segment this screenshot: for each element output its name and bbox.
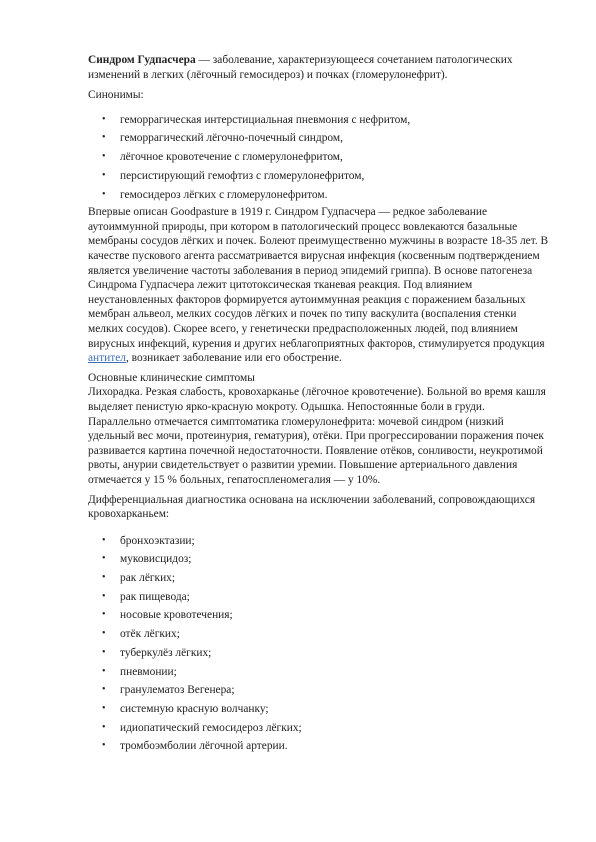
list-item-text: носовые кровотечения; (120, 609, 233, 622)
list-item (88, 719, 550, 738)
bullet-icon: • (102, 721, 106, 733)
bullet-icon: • (102, 646, 106, 658)
bullet-icon: • (102, 151, 106, 163)
list-item-text: бронхоэктазии; (120, 534, 195, 547)
list-item (88, 186, 550, 205)
bullet-icon: • (102, 553, 106, 565)
bullet-icon: • (102, 132, 106, 144)
intro-term: Синдром Гудпасчера (88, 54, 196, 66)
bullet-icon: • (102, 188, 106, 200)
list-item (88, 737, 550, 756)
synonyms-title: Синонимы: (88, 89, 144, 102)
description-text-end: , возникает заболевание или его обострение. (125, 352, 342, 365)
list-item (88, 606, 550, 625)
list-item-text: рак пищевода; (120, 590, 190, 603)
list-item-text: идиопатический гемосидероз лёгких; (120, 721, 302, 734)
list-item (88, 663, 550, 682)
list-item-text: муковисцидоз; (120, 553, 192, 566)
synonyms-list (88, 111, 550, 204)
intro-text: — заболевание, характеризующееся сочетанием патологических изменений в легких (лёгочный гемосидероз) и почках (гломерулонефрит). (88, 54, 513, 81)
document-page (88, 53, 550, 756)
list-item (88, 700, 550, 719)
intro-paragraph (88, 53, 550, 82)
list-item-text: геморрагическая интерстициальная пневмония с нефритом, (120, 113, 411, 126)
list-item-text: системную красную волчанку; (120, 702, 269, 715)
bullet-icon: • (102, 169, 106, 181)
description-text: Впервые описан Goodpasture в 1919 г. Синдром Гудпасчера — редкое заболевание аутоиммунной природы, при котором в патологический процесс вовлекаются базальные мембраны сосудов лёгких и почек. Болеют преимущественно мужчины в возрасте 18-35 лет. В качестве пускового агента рассматривается вирусная инфекция (косвенным подтверждением является увеличение частоты заболевания в период эпидемий гриппа). В основе патогенеза Синдрома Гудпасчера лежит цитотоксическая тканевая реакция. Под влиянием неустановленных факторов формируется аутоиммунная реакция с поражением базальных мембран альвеол, мелких сосудов лёгких и почек по типу васкулита (воспаления стенки мелких сосудов). Скорее всего, у генетически предрасположенных людей, под влиянием вирусных инфекций, курения и других неблагоприятных факторов, стимулируется продукция (88, 206, 549, 350)
bullet-icon: • (102, 740, 106, 752)
antibodies-link[interactable]: антител (88, 352, 126, 365)
list-item (88, 167, 550, 186)
list-item-text: тромбоэмболии лёгочной артерии. (120, 740, 288, 753)
list-item (88, 681, 550, 700)
list-item (88, 588, 550, 607)
list-item (88, 644, 550, 663)
bullet-icon: • (102, 572, 106, 584)
bullet-icon: • (102, 684, 106, 696)
list-item (88, 532, 550, 551)
bullet-icon: • (102, 534, 106, 546)
bullet-icon: • (102, 113, 106, 125)
differential-list (88, 532, 550, 756)
list-item (88, 129, 550, 148)
list-item-text: лёгочное кровотечение с гломерулонефритом, (120, 151, 343, 164)
list-item-text: геморрагический лёгочно-почечный синдром, (120, 132, 343, 145)
list-item-text: персистирующий гемофтиз с гломерулонефритом, (120, 169, 365, 182)
bullet-icon: • (102, 665, 106, 677)
bullet-icon: • (102, 609, 106, 621)
bullet-icon: • (102, 702, 106, 714)
bullet-icon: • (102, 590, 106, 602)
bullet-icon: • (102, 628, 106, 640)
list-item-text: гемосидероз лёгких с гломерулонефритом. (120, 188, 328, 201)
list-item-text: пневмонии; (120, 665, 177, 678)
description-paragraph (88, 205, 550, 366)
list-item-text: туберкулёз лёгких; (120, 646, 212, 659)
list-item-text: рак лёгких; (120, 572, 176, 585)
symptoms-title: Основные клинические симптомы (88, 371, 255, 384)
list-item (88, 111, 550, 130)
list-item (88, 148, 550, 167)
differential-intro: Дифференциальная диагностика основана на исключении заболеваний, сопровождающихся кровохарканьем: (88, 493, 536, 521)
list-item (88, 569, 550, 588)
list-item-text: отёк лёгких; (120, 628, 180, 641)
list-item (88, 625, 550, 644)
symptoms-paragraph: Лихорадка. Резкая слабость, кровохарканье (лёгочное кровотечение). Больной во время кашля выделяет пенистую ярко-красную мокроту. Одышка. Непостоянные боли в груди. Параллельно отмечается симптоматика гломерулонефрита: мочевой синдром (низкий удельный вес мочи, протеинурия, гематурия), отёки. При прогрессировании поражения почек развивается картина почечной недостаточности. Появление отёков, сонливости, неукротимой рвоты, анурии свидетельствует о развитии уремии. Повышение артериального давления отмечается у 15 % больных, гепатоспленомегалия — у 10%. (88, 386, 546, 486)
list-item (88, 550, 550, 569)
list-item-text: гранулематоз Вегенера; (120, 684, 235, 697)
